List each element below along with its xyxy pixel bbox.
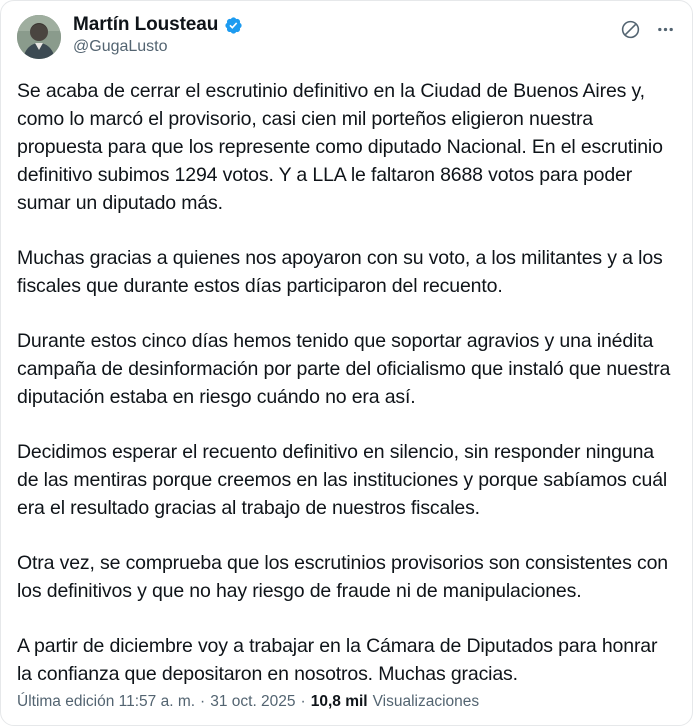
footer-separator: · <box>200 693 206 710</box>
display-name[interactable]: Martín Lousteau <box>73 14 219 35</box>
views-count: 10,8 mil <box>310 693 368 710</box>
tweet-text <box>17 77 676 688</box>
more-options-icon[interactable] <box>655 19 676 40</box>
tweet-footer <box>17 693 676 711</box>
avatar[interactable] <box>17 15 61 59</box>
name-row <box>73 15 620 36</box>
tweet-header <box>17 15 676 65</box>
grok-icon[interactable] <box>620 19 641 40</box>
author-block <box>73 15 620 56</box>
tweet-paragraph: Otra vez, se comprueba que los escrutinios provisorios son consistentes con los definitivos y que no hay riesgo de fraude ni de manipulaciones. <box>17 552 668 602</box>
tweet-paragraph: A partir de diciembre voy a trabajar en la Cámara de Diputados para honrar la confianza que depositaron en nosotros. Muchas gracias. <box>17 635 658 685</box>
tweet-date[interactable]: 31 oct. 2025 <box>210 693 296 710</box>
tweet-paragraph: Se acaba de cerrar el escrutinio definitivo en la Ciudad de Buenos Aires y, como lo marcó el provisorio, casi cien mil porteños eligieron nuestra propuesta para que los represente como diputado Nacional. En el escrutinio definitivo subimos 1294 votos. Y a LLA le faltaron 8688 votos para poder sumar un diputado más. <box>17 80 663 214</box>
tweet-paragraph: Muchas gracias a quienes nos apoyaron con su voto, a los militantes y a los fiscales que durante estos días participaron del recuento. <box>17 247 663 297</box>
verified-badge-icon <box>224 16 243 35</box>
handle[interactable]: @GugaLusto <box>73 37 168 55</box>
footer-separator: · <box>300 693 306 710</box>
tweet-paragraph: Decidimos esperar el recuento definitivo en silencio, sin responder ninguna de las mentiras porque creemos en las instituciones y porque sabíamos cuál era el resultado gracias al trabajo de nuestros fiscales. <box>17 441 668 519</box>
tweet-paragraph: Durante estos cinco días hemos tenido que soportar agravios y una inédita campaña de desinformación por parte del oficialismo que instaló que nuestra diputación estaba en riesgo cuándo no era así. <box>17 330 671 408</box>
header-actions <box>620 19 676 40</box>
avatar-image <box>17 15 61 59</box>
views-label: Visualizaciones <box>372 693 480 710</box>
edited-timestamp: Última edición 11:57 a. m. <box>17 693 196 710</box>
